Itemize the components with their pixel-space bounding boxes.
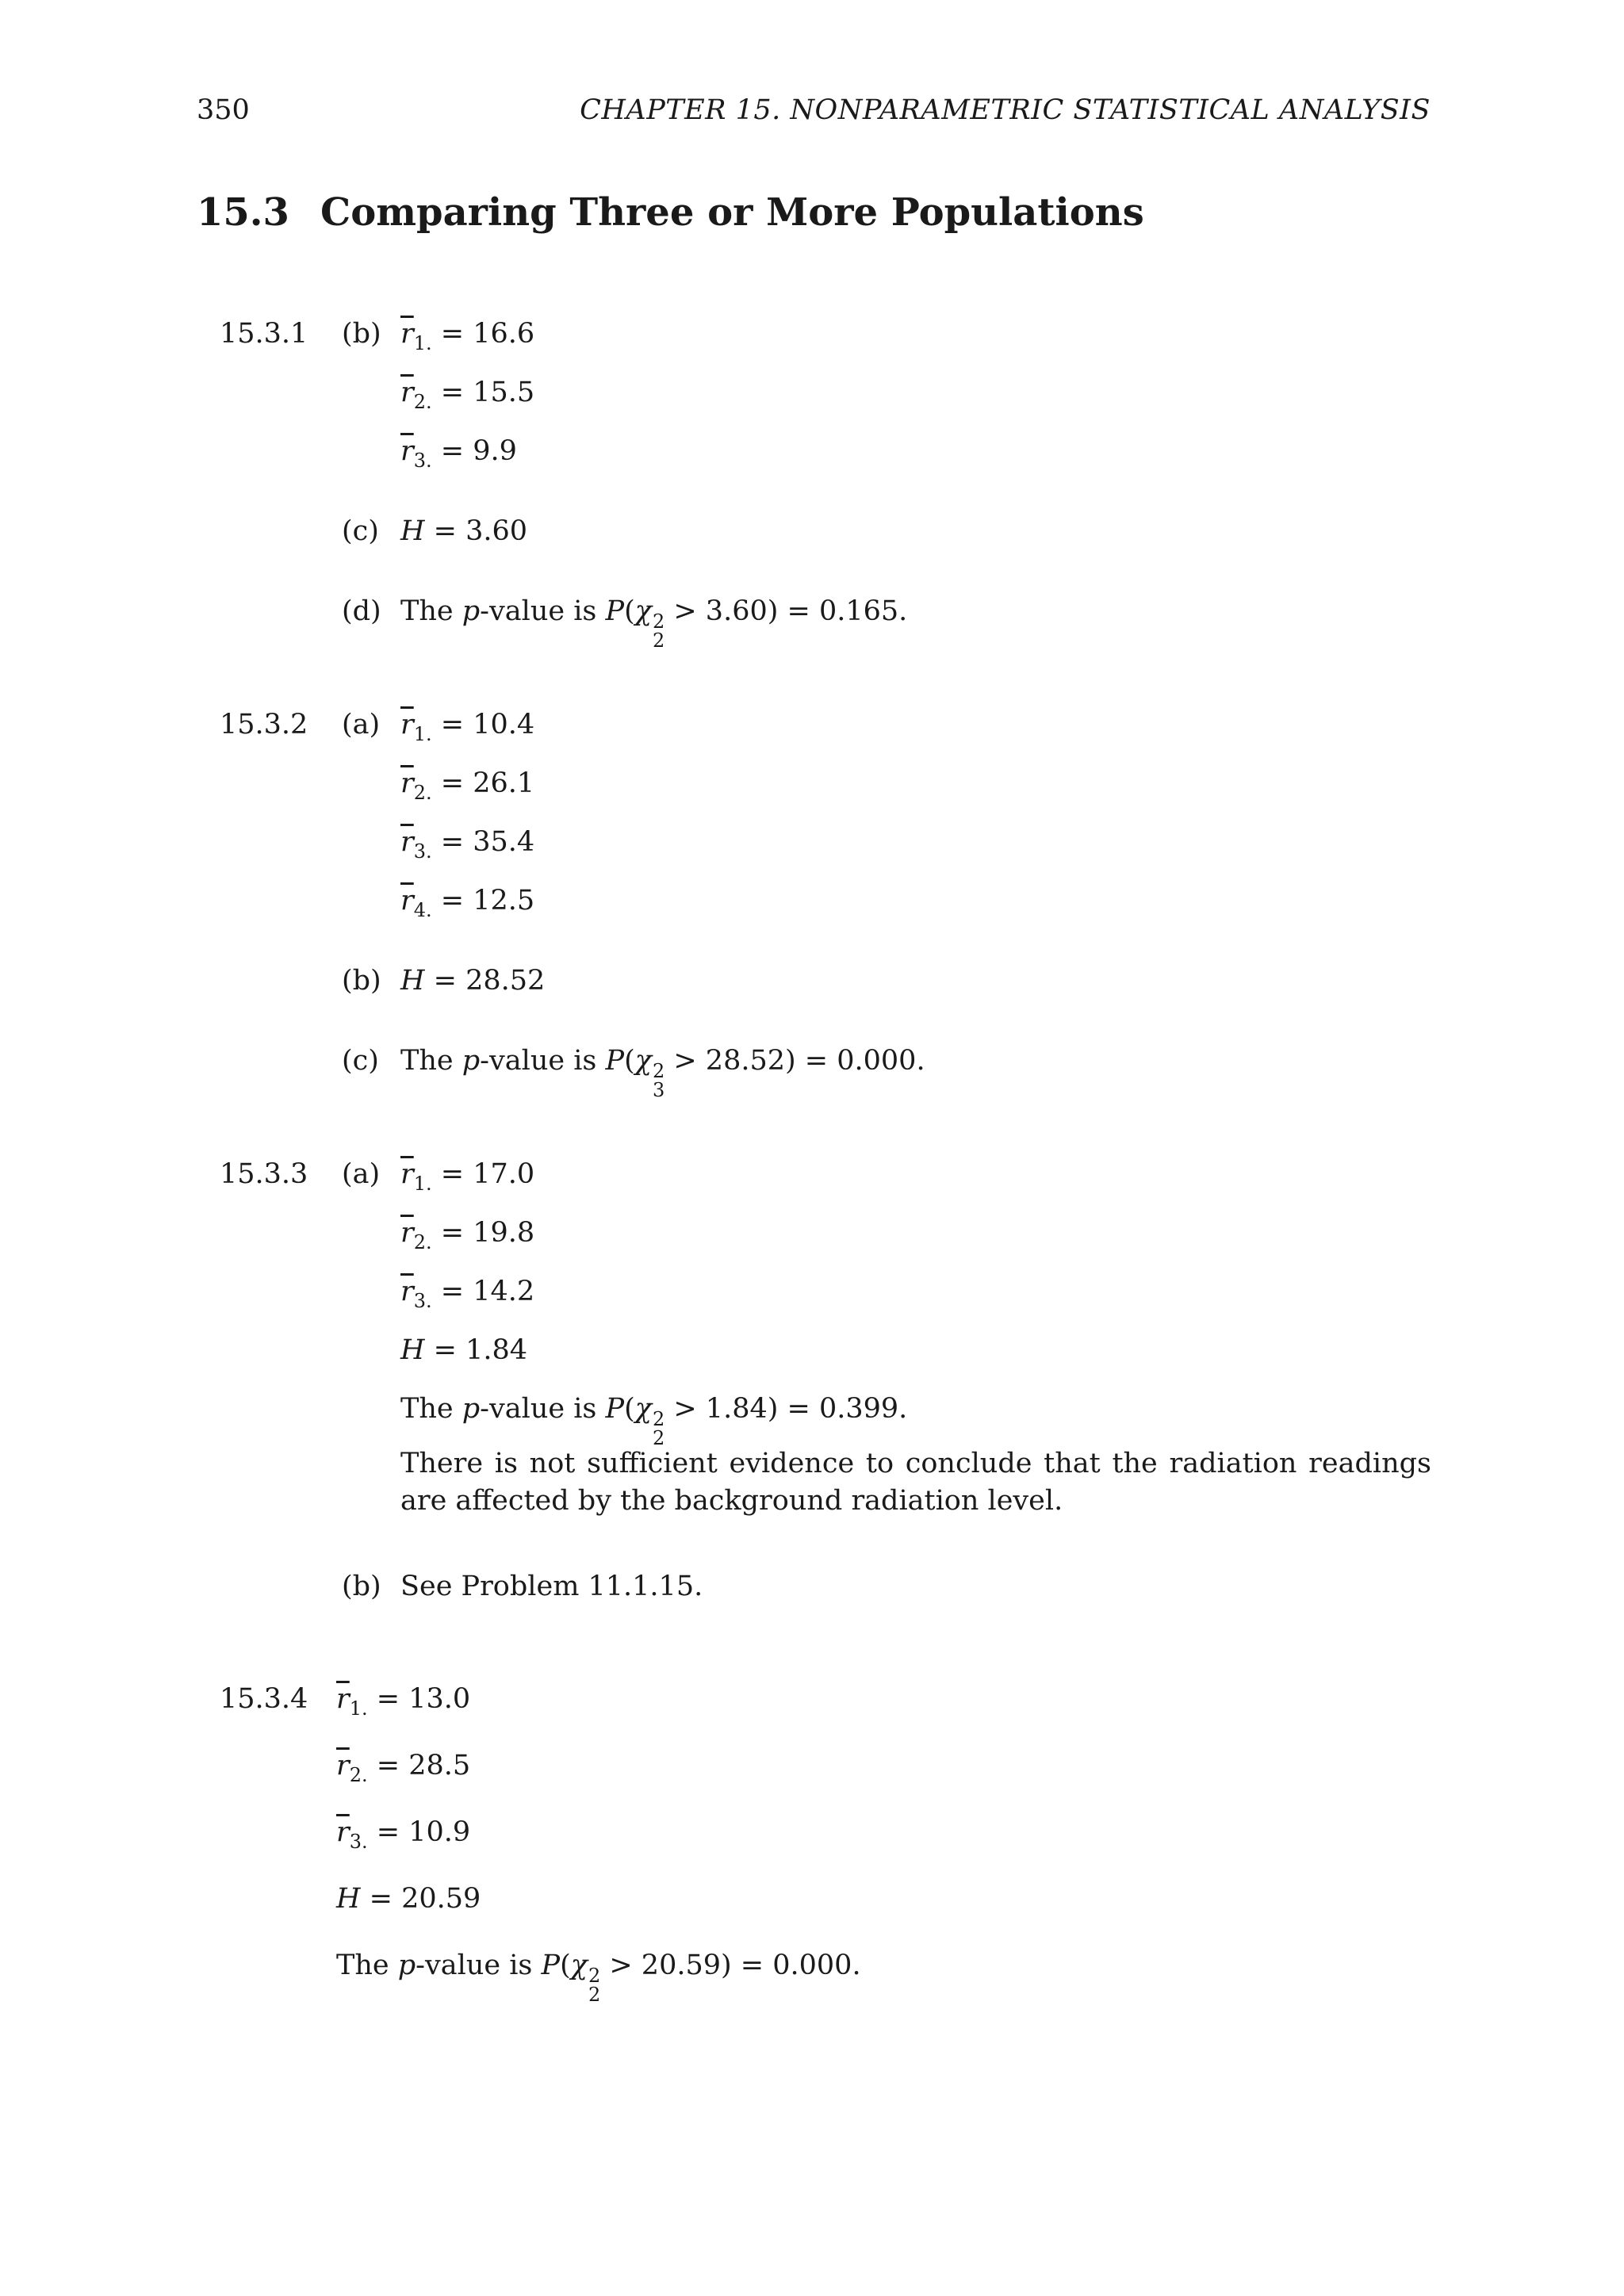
h-statistic: H = 28.52 [400, 965, 546, 997]
part-label: (b) [342, 1571, 381, 1602]
mean-rank-4: $\overline{r}_{4.} = 12.5$ [400, 885, 535, 921]
mean-rank-2: $\overline{r}_{2.} = 19.8$ [400, 1217, 535, 1253]
part-label: (b) [342, 965, 381, 997]
mean-rank-2: $\overline{r}_{2.} = 28.5$ [336, 1750, 471, 1786]
part-label: (b) [342, 318, 381, 350]
section-number: 15.3 [197, 190, 289, 235]
mean-rank-2: $\overline{r}_{2.} = 15.5$ [400, 377, 535, 413]
h-statistic: H = 1.84 [400, 1334, 528, 1366]
part-label: (a) [342, 709, 381, 740]
section-title: Comparing Three or More Populations [320, 190, 1144, 235]
problem-number: 15.3.3 [220, 1158, 308, 1190]
part-label: (d) [342, 595, 381, 627]
problem-number: 15.3.4 [220, 1683, 308, 1715]
h-statistic: H = 20.59 [336, 1883, 481, 1915]
mean-rank-1: $\overline{r}_{1.} = 10.4$ [400, 709, 535, 745]
problem-number: 15.3.1 [220, 318, 308, 350]
mean-rank-1: $\overline{r}_{1.} = 16.6$ [400, 318, 535, 354]
p-value-line: The p-value is P(χ 2 2 > 20.59) = 0.000. [336, 1950, 861, 2006]
mean-rank-3: $\overline{r}_{3.} = 35.4$ [400, 826, 535, 863]
p-value-line: The p-value is P(χ 2 2 > 1.84) = 0.399. [400, 1393, 908, 1449]
mean-rank-3: $\overline{r}_{3.} = 14.2$ [400, 1276, 535, 1312]
part-label: (a) [342, 1158, 381, 1190]
conclusion-text: There is not sufficient evidence to conclude that the radiation readings are affected by the background radiation level. [400, 1448, 1431, 1517]
part-label: (c) [342, 515, 379, 547]
part-label: (c) [342, 1045, 379, 1077]
problem-number: 15.3.2 [220, 709, 308, 740]
see-problem-text: See Problem 11.1.15. [400, 1571, 703, 1602]
mean-rank-3: $\overline{r}_{3.} = 9.9$ [400, 435, 517, 472]
p-value-line: The p-value is P(χ 2 2 > 3.60) = 0.165. [400, 595, 908, 652]
p-value-line: The p-value is P(χ 2 3 > 28.52) = 0.000. [400, 1045, 925, 1101]
mean-rank-3: $\overline{r}_{3.} = 10.9$ [336, 1816, 471, 1853]
chapter-header: CHAPTER 15. NONPARAMETRIC STATISTICAL ANALYSIS [580, 94, 1431, 126]
mean-rank-1: $\overline{r}_{1.} = 17.0$ [400, 1158, 535, 1195]
page-number: 350 [197, 94, 250, 126]
section-heading [197, 190, 1144, 235]
mean-rank-2: $\overline{r}_{2.} = 26.1$ [400, 767, 535, 804]
h-statistic: H = 3.60 [400, 515, 528, 547]
mean-rank-1: $\overline{r}_{1.} = 13.0$ [336, 1683, 471, 1720]
